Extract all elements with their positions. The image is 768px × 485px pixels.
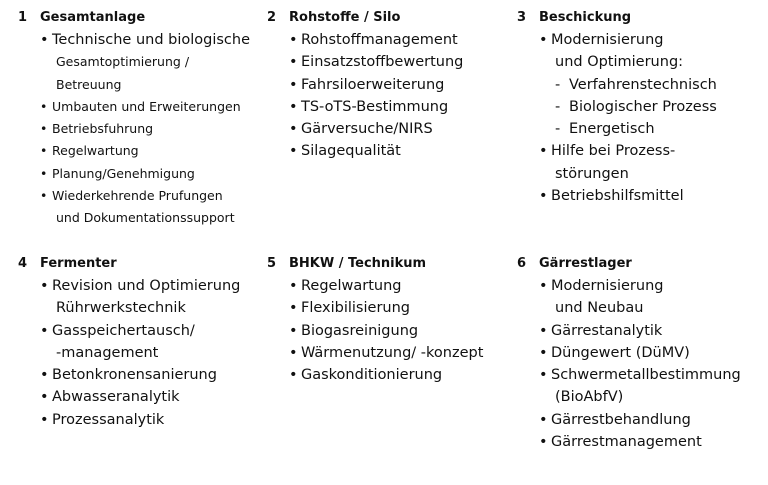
list-item-text: Wiederkehrende Prufungen bbox=[52, 188, 223, 204]
list-item-line bbox=[18, 118, 263, 140]
bullet-icon: • bbox=[539, 32, 548, 48]
sub-item-text: Verfahrenstechnisch bbox=[569, 76, 717, 93]
section-title: Gesamtanlage bbox=[40, 10, 146, 25]
list-item-line bbox=[517, 409, 762, 431]
section-header bbox=[18, 253, 263, 275]
list-item-line bbox=[18, 409, 263, 431]
section-6 bbox=[517, 253, 762, 453]
list-item-line bbox=[517, 342, 762, 364]
list-item-text: Revision und Optimierung bbox=[52, 278, 241, 294]
section-3 bbox=[517, 7, 762, 207]
list-item-line bbox=[18, 342, 263, 364]
bullet-icon: • bbox=[289, 367, 298, 384]
list-item-line bbox=[267, 297, 512, 319]
list-item-text: Flexibilisierung bbox=[301, 300, 410, 317]
list-item-line bbox=[267, 140, 512, 162]
dash-icon: - bbox=[555, 76, 561, 93]
bullet-icon: • bbox=[539, 278, 548, 294]
list-item-line bbox=[517, 364, 762, 386]
list-item-text: Gärrestmanagement bbox=[551, 434, 702, 451]
list-item-text: Umbauten und Erweiterungen bbox=[52, 98, 241, 114]
list-item-line bbox=[517, 320, 762, 342]
section-header bbox=[267, 7, 512, 29]
bullet-icon: • bbox=[40, 98, 48, 114]
bullet-icon: • bbox=[40, 121, 48, 137]
section-header bbox=[267, 253, 512, 275]
list-item-text: Gärrestanalytik bbox=[551, 322, 663, 339]
bullet-icon: • bbox=[40, 389, 49, 406]
list-item-text: Betonkronensanierung bbox=[52, 367, 217, 384]
list-item-text: Regelwartung bbox=[52, 143, 139, 159]
list-item-line bbox=[18, 163, 263, 185]
list-item-text: Biogasreinigung bbox=[301, 322, 419, 339]
list-item-text: und Dokumentationssupport bbox=[56, 210, 235, 226]
list-item-text: Rührwerkstechnik bbox=[56, 300, 186, 317]
bullet-icon: • bbox=[289, 278, 298, 294]
list-item-line bbox=[517, 431, 762, 453]
bullet-icon: • bbox=[289, 54, 298, 71]
dash-icon: - bbox=[555, 121, 561, 138]
bullet-icon: • bbox=[40, 143, 48, 159]
list-item-text: Fahrsiloerweiterung bbox=[301, 76, 445, 93]
list-item-text: Betreuung bbox=[56, 76, 122, 92]
bullet-icon: • bbox=[40, 367, 49, 384]
list-item-line bbox=[18, 29, 263, 51]
list-item-text: Gärversuche/NIRS bbox=[301, 121, 433, 138]
list-item-text: Regelwartung bbox=[301, 278, 402, 294]
list-item-line bbox=[18, 275, 263, 297]
bullet-icon: • bbox=[40, 411, 49, 428]
list-item-line bbox=[18, 320, 263, 342]
list-item-line bbox=[267, 275, 512, 297]
section-number: 3 bbox=[517, 10, 527, 25]
list-item-line bbox=[267, 51, 512, 73]
section-header bbox=[517, 7, 762, 29]
bullet-icon: • bbox=[40, 278, 49, 294]
list-item-text: Gasspeichertausch/ bbox=[52, 322, 195, 339]
list-item-text: Modernisierung bbox=[551, 32, 664, 48]
list-item-line bbox=[517, 140, 762, 162]
section-title: Gärrestlager bbox=[539, 256, 632, 271]
list-item-line bbox=[267, 320, 512, 342]
bullet-icon: • bbox=[539, 411, 548, 428]
bullet-icon: • bbox=[289, 76, 298, 93]
list-item-text: Schwermetallbestimmung bbox=[551, 367, 741, 384]
list-item-text: Rohstoffmanagement bbox=[301, 32, 458, 48]
list-item-line bbox=[517, 29, 762, 51]
bullet-icon: • bbox=[289, 98, 298, 115]
section-header bbox=[517, 253, 762, 275]
sub-item-text: Biologischer Prozess bbox=[569, 98, 717, 115]
bullet-icon: • bbox=[289, 121, 298, 138]
list-item-line bbox=[517, 275, 762, 297]
list-item-line bbox=[517, 51, 762, 73]
section-number: 4 bbox=[18, 256, 28, 271]
list-item-text: und Optimierung: bbox=[555, 54, 684, 71]
list-item-text: Prozessanalytik bbox=[52, 411, 165, 428]
list-item-text: Gesamtoptimierung / bbox=[56, 54, 190, 70]
list-item-text: Silagequalität bbox=[301, 143, 401, 160]
bullet-icon: • bbox=[289, 32, 298, 48]
bullet-icon: • bbox=[289, 143, 298, 160]
list-item-text: -management bbox=[56, 344, 159, 361]
list-item-text: Einsatzstoffbewertung bbox=[301, 54, 464, 71]
list-item-text: Planung/Genehmigung bbox=[52, 165, 195, 181]
dash-icon: - bbox=[555, 98, 561, 115]
list-item-line bbox=[517, 163, 762, 185]
list-item-line bbox=[267, 118, 512, 140]
list-item-line bbox=[18, 140, 263, 162]
list-item-text: Abwasseranalytik bbox=[52, 389, 180, 406]
section-number: 6 bbox=[517, 256, 527, 271]
list-item-line bbox=[267, 364, 512, 386]
sub-item bbox=[517, 74, 762, 96]
section-title: BHKW / Technikum bbox=[289, 256, 427, 271]
list-item-text: Düngewert (DüMV) bbox=[551, 344, 690, 361]
list-item-line bbox=[18, 386, 263, 408]
list-item-text: und Neubau bbox=[555, 300, 644, 317]
list-item-text: Betriebshilfsmittel bbox=[551, 188, 684, 205]
list-item-line bbox=[18, 74, 263, 96]
section-number: 2 bbox=[267, 10, 277, 25]
section-number: 1 bbox=[18, 10, 28, 25]
sub-item-text: Energetisch bbox=[569, 121, 655, 138]
list-item-text: TS-oTS-Bestimmung bbox=[301, 98, 449, 115]
bullet-icon: • bbox=[40, 32, 49, 48]
list-item-text: Gaskonditionierung bbox=[301, 367, 443, 384]
sub-item bbox=[517, 118, 762, 140]
bullet-icon: • bbox=[289, 300, 298, 317]
section-5 bbox=[267, 253, 512, 386]
list-item-line bbox=[267, 96, 512, 118]
section-title: Beschickung bbox=[539, 10, 632, 25]
bullet-icon: • bbox=[40, 165, 48, 181]
section-title: Rohstoffe / Silo bbox=[289, 10, 401, 25]
list-item-line bbox=[18, 364, 263, 386]
list-item-text: Technische und biologische bbox=[52, 32, 251, 48]
list-item-line bbox=[517, 386, 762, 408]
bullet-icon: • bbox=[539, 188, 548, 205]
bullet-icon: • bbox=[289, 322, 298, 339]
section-header bbox=[18, 7, 263, 29]
list-item-line bbox=[18, 51, 263, 73]
list-item-line bbox=[517, 297, 762, 319]
bullet-icon: • bbox=[539, 344, 548, 361]
section-1 bbox=[18, 7, 263, 230]
list-item-line bbox=[267, 74, 512, 96]
bullet-icon: • bbox=[539, 322, 548, 339]
list-item-line bbox=[18, 185, 263, 207]
section-number: 5 bbox=[267, 256, 277, 271]
section-title: Fermenter bbox=[40, 256, 117, 271]
bullet-icon: • bbox=[539, 143, 548, 160]
bullet-icon: • bbox=[539, 367, 548, 384]
bullet-icon: • bbox=[289, 344, 298, 361]
bullet-icon: • bbox=[40, 188, 48, 204]
section-2 bbox=[267, 7, 512, 163]
section-4 bbox=[18, 253, 263, 431]
list-item-text: Modernisierung bbox=[551, 278, 664, 294]
list-item-line bbox=[267, 29, 512, 51]
list-item-text: Betriebsfuhrung bbox=[52, 121, 154, 137]
bullet-icon: • bbox=[40, 322, 49, 339]
list-item-text: (BioAbfV) bbox=[555, 389, 624, 406]
bullet-icon: • bbox=[539, 434, 548, 451]
list-item-text: Wärmenutzung/ -konzept bbox=[301, 344, 484, 361]
list-item-line bbox=[18, 297, 263, 319]
sub-item bbox=[517, 96, 762, 118]
list-item-line bbox=[517, 185, 762, 207]
list-item-text: störungen bbox=[555, 165, 629, 182]
list-item-line bbox=[18, 96, 263, 118]
list-item-text: Gärrestbehandlung bbox=[551, 411, 691, 428]
list-item-text: Hilfe bei Prozess- bbox=[551, 143, 676, 160]
list-item-line bbox=[18, 207, 263, 229]
list-item-line bbox=[267, 342, 512, 364]
